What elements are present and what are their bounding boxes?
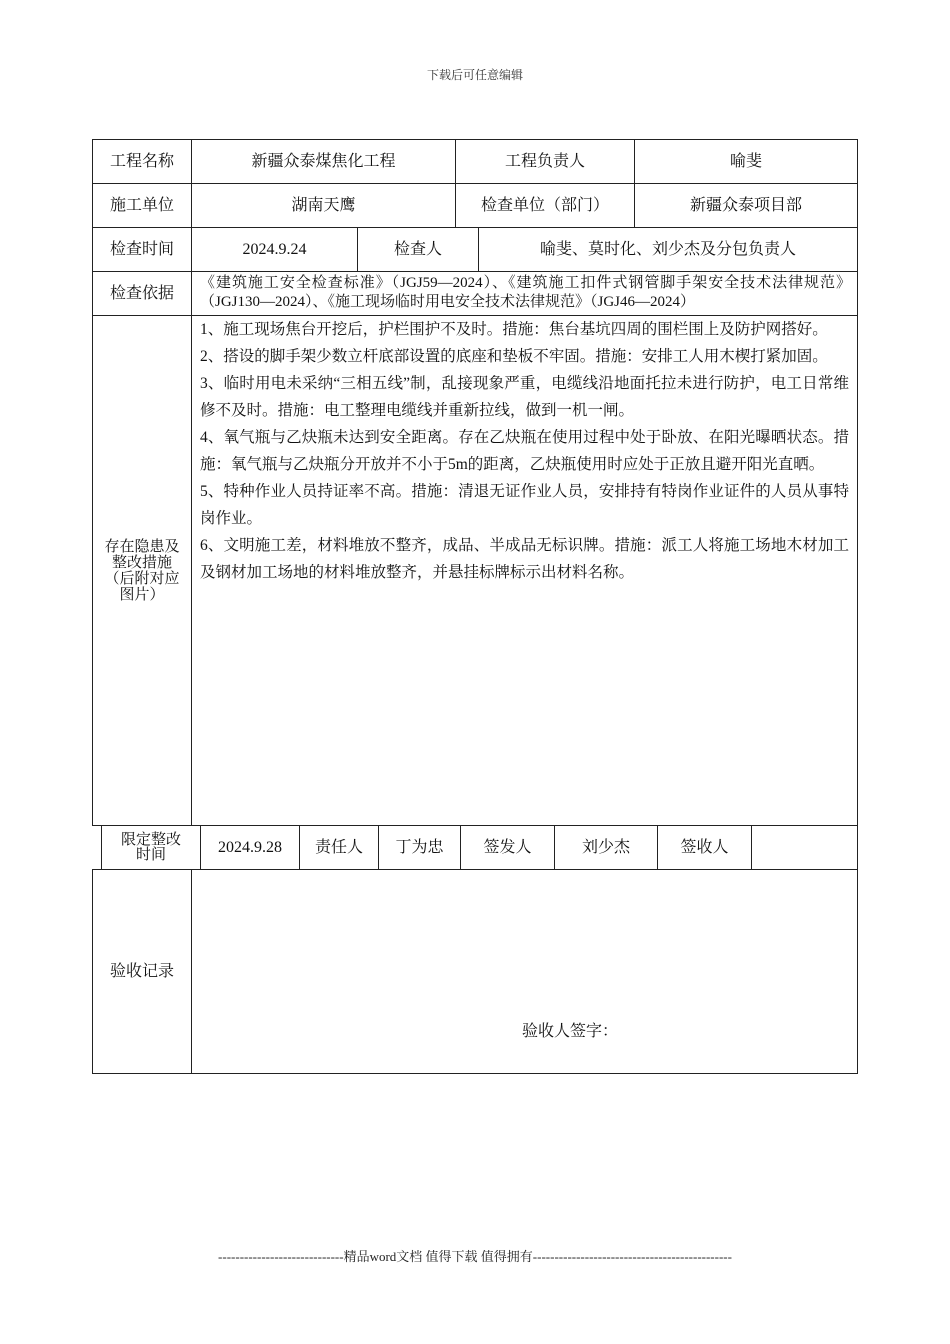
issuer-label: 签发人 [460, 825, 555, 870]
responsible-value: 丁为忠 [378, 825, 461, 870]
receiver-label: 签收人 [657, 825, 752, 870]
hazard-item: 5、特种作业人员持证率不高。措施：清退无证作业人员，安排持有特岗作业证件的人员从事特岗作业。 [200, 483, 849, 527]
acceptance-signature-label: 验收人签字： [522, 1023, 619, 1040]
acceptance-record [191, 869, 858, 1074]
hazard-item: 4、氧气瓶与乙炔瓶未达到安全距离。存在乙炔瓶在使用过程中处于卧放、在阳光曝晒状态。措施：氧气瓶与乙炔瓶分开放并不小于5m的距离，乙炔瓶使用时应处于正放且避开阳光直晒。 [200, 429, 849, 473]
project-name-value: 新疆众泰煤焦化工程 [191, 139, 456, 184]
hazard-item: 1、施工现场焦台开挖后，护栏围护不及时。措施：焦台基坑四周的围栏围上及防护网搭好。 [200, 321, 828, 338]
header-note: 下载后可任意编辑 [426, 68, 523, 82]
hazards-label: 存在隐患及整改措施（后附对应图片） [92, 315, 192, 826]
inspector-label: 检查人 [357, 227, 479, 272]
receiver-value [751, 825, 858, 870]
responsible-label: 责任人 [299, 825, 379, 870]
hazard-item: 6、文明施工差，材料堆放不整齐，成品、半成品无标识牌。措施：派工人将施工场地木材加工及钢材加工场地的材料堆放整齐，并悬挂标牌标示出材料名称。 [200, 537, 849, 581]
inspection-unit-value: 新疆众泰项目部 [634, 183, 858, 228]
construction-unit-value: 湖南天鹰 [191, 183, 456, 228]
project-name-label: 工程名称 [92, 139, 192, 184]
footer-note: -----------------------------精品word文档 值得下载 值得拥有---------------------------------------------- [218, 1249, 732, 1264]
hazard-item: 3、临时用电未采纳“三相五线”制，乱接现象严重，电缆线沿地面托拉未进行防护，电工日常维修不及时。措施：电工整理电缆线并重新拉线，做到一机一闸。 [200, 375, 849, 419]
inspector-value: 喻斐、莫时化、刘少杰及分包负责人 [478, 227, 858, 272]
inspection-time-value: 2024.9.24 [191, 227, 358, 272]
deadline-label: 限定整改时间 [101, 825, 201, 870]
inspection-unit-label: 检查单位（部门） [455, 183, 635, 228]
issuer-value: 刘少杰 [554, 825, 658, 870]
deadline-value: 2024.9.28 [200, 825, 300, 870]
hazards-list [191, 315, 858, 826]
basis-label: 检查依据 [92, 271, 192, 316]
hazard-item: 2、搭设的脚手架少数立杆底部设置的底座和垫板不牢固。措施：安排工人用木楔打紧加固。 [200, 348, 828, 365]
project-leader-value: 喻斐 [634, 139, 858, 184]
project-leader-label: 工程负责人 [455, 139, 635, 184]
basis-value: 《建筑施工安全检查标准》（JGJ59—2024）、《建筑施工扣件式钢管脚手架安全技术法律规范》（JGJ130—2024）、《施工现场临时用电安全技术法律规范》（JGJ46—2024） [191, 271, 858, 316]
construction-unit-label: 施工单位 [92, 183, 192, 228]
inspection-time-label: 检查时间 [92, 227, 192, 272]
acceptance-label: 验收记录 [92, 869, 192, 1074]
